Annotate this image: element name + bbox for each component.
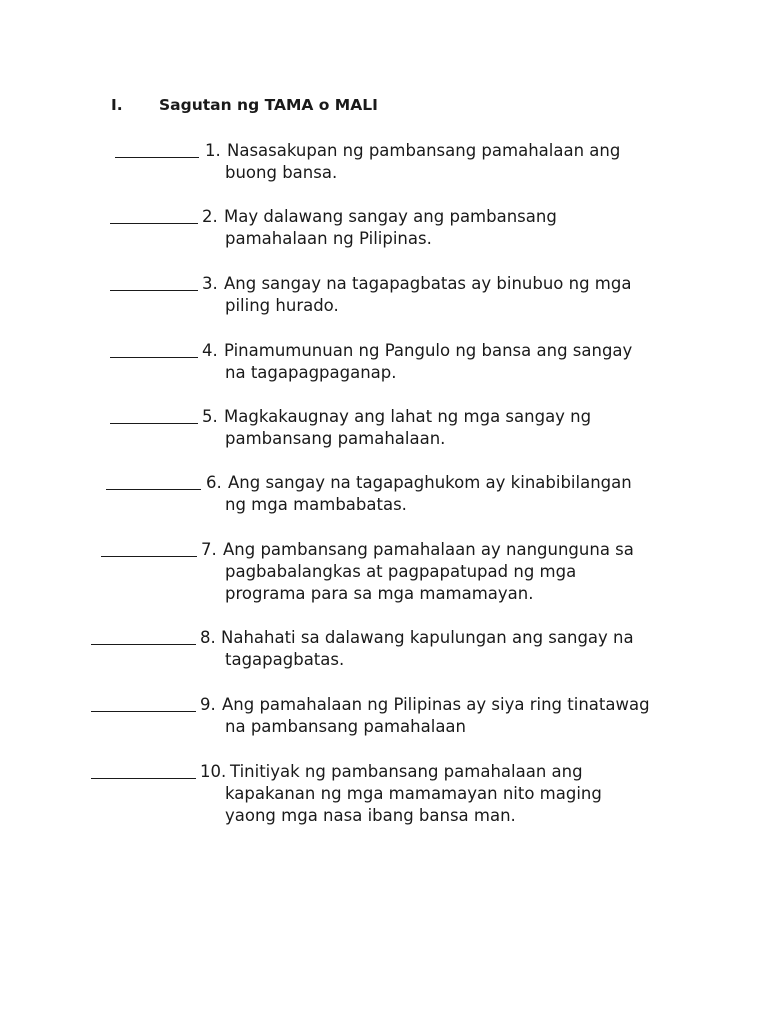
answer-blank-3[interactable] bbox=[110, 290, 198, 291]
question-number-5: 5. bbox=[202, 407, 218, 426]
question-text-line: ng mga mambabatas. bbox=[225, 495, 407, 514]
question-text-line: kapakanan ng mga mamamayan nito maging bbox=[225, 784, 602, 803]
question-text-line: buong bansa. bbox=[225, 163, 338, 182]
answer-blank-7[interactable] bbox=[101, 556, 197, 557]
answer-blank-4[interactable] bbox=[110, 357, 198, 358]
question-text-line: na tagapagpaganap. bbox=[225, 363, 397, 382]
question-number-1: 1. bbox=[205, 141, 221, 160]
answer-blank-1[interactable] bbox=[115, 157, 199, 158]
question-number-2: 2. bbox=[202, 207, 218, 226]
question-number-6: 6. bbox=[206, 473, 222, 492]
question-number-8: 8. bbox=[200, 628, 216, 647]
answer-blank-5[interactable] bbox=[110, 423, 198, 424]
question-text-line: pambansang pamahalaan. bbox=[225, 429, 446, 448]
question-text-line: Ang sangay na tagapagbatas ay binubuo ng mga bbox=[224, 274, 632, 293]
section-title: Sagutan ng TAMA o MALI bbox=[159, 96, 378, 114]
question-text-line: pamahalaan ng Pilipinas. bbox=[225, 229, 432, 248]
question-number-7: 7. bbox=[201, 540, 217, 559]
question-text-line: Ang pambansang pamahalaan ay nangunguna sa bbox=[223, 540, 634, 559]
question-text-line: tagapagbatas. bbox=[225, 650, 345, 669]
question-text-line: May dalawang sangay ang pambansang bbox=[224, 207, 557, 226]
answer-blank-6[interactable] bbox=[106, 489, 201, 490]
question-text-line: Tinitiyak ng pambansang pamahalaan ang bbox=[230, 762, 583, 781]
question-text-line: yaong mga nasa ibang bansa man. bbox=[225, 806, 516, 825]
answer-blank-10[interactable] bbox=[91, 778, 196, 779]
section-numeral: I. bbox=[111, 96, 123, 114]
question-text-line: Ang sangay na tagapaghukom ay kinabibilangan bbox=[228, 473, 632, 492]
answer-blank-9[interactable] bbox=[91, 711, 196, 712]
question-number-10: 10. bbox=[200, 762, 227, 781]
question-number-4: 4. bbox=[202, 341, 218, 360]
question-text-line: Nahahati sa dalawang kapulungan ang sangay na bbox=[221, 628, 634, 647]
question-number-9: 9. bbox=[200, 695, 216, 714]
question-text-line: na pambansang pamahalaan bbox=[225, 717, 466, 736]
question-text-line: Nasasakupan ng pambansang pamahalaan ang bbox=[227, 141, 621, 160]
question-text-line: piling hurado. bbox=[225, 296, 339, 315]
question-text-line: pagbabalangkas at pagpapatupad ng mga bbox=[225, 562, 577, 581]
section-heading bbox=[0, 96, 768, 120]
question-number-3: 3. bbox=[202, 274, 218, 293]
answer-blank-2[interactable] bbox=[110, 223, 198, 224]
question-text-line: Ang pamahalaan ng Pilipinas ay siya ring tinatawag bbox=[222, 695, 650, 714]
answer-blank-8[interactable] bbox=[91, 644, 196, 645]
question-text-line: programa para sa mga mamamayan. bbox=[225, 584, 534, 603]
question-text-line: Magkakaugnay ang lahat ng mga sangay ng bbox=[224, 407, 592, 426]
question-text-line: Pinamumunuan ng Pangulo ng bansa ang sangay bbox=[224, 341, 633, 360]
